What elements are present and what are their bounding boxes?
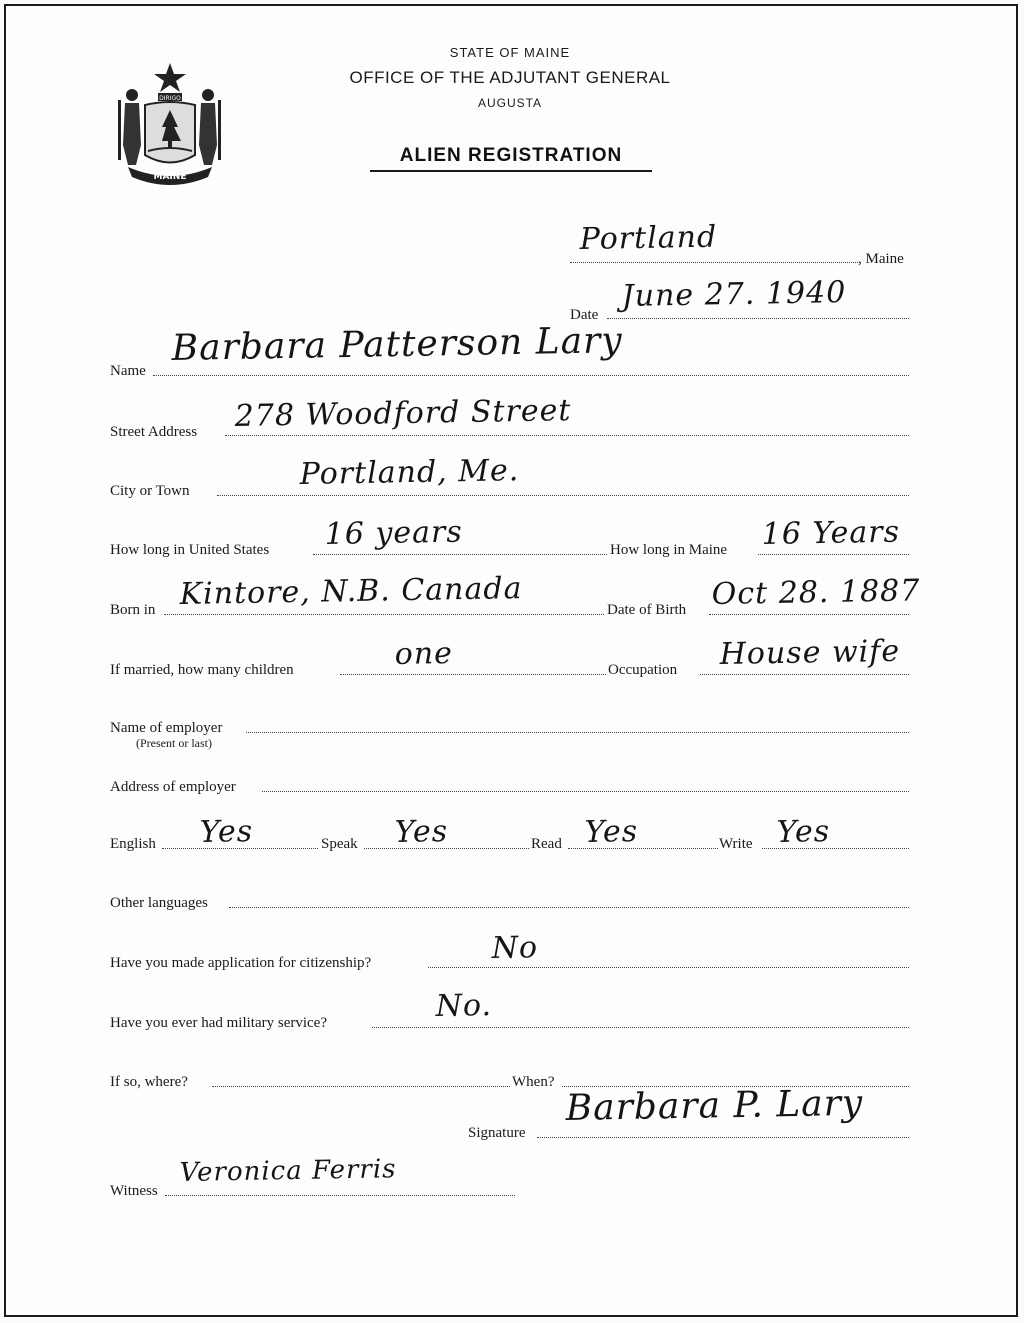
military-line	[372, 1027, 909, 1028]
how-long-maine-value: 16 Years	[761, 514, 901, 552]
signature-line	[537, 1137, 909, 1138]
maine-state-seal	[110, 55, 230, 190]
dob-label: Date of Birth	[607, 602, 687, 618]
children-label: If married, how many children	[110, 662, 294, 678]
date-line	[607, 318, 909, 319]
children-line	[340, 674, 606, 675]
born-in-line	[164, 614, 604, 615]
header-office: OFFICE OF THE ADJUTANT GENERAL	[349, 68, 671, 87]
citizenship-value: No	[491, 930, 539, 966]
employer-name-label: Name of employer	[110, 720, 223, 736]
citizenship-label: Have you made application for citizenship?	[110, 955, 372, 971]
english-value: Yes	[199, 814, 254, 850]
born-in-value: Kintore, N.B. Canada	[179, 571, 523, 612]
name-value: Barbara Patterson Lary	[171, 320, 623, 369]
write-label: Write	[719, 836, 753, 852]
military-label: Have you ever had military service?	[110, 1015, 327, 1031]
city-value: Portland, Me.	[299, 453, 520, 492]
witness-line	[165, 1195, 515, 1196]
place-value: Portland	[579, 219, 718, 257]
street-label: Street Address	[110, 424, 198, 440]
children-value: one	[394, 635, 454, 672]
employer-name-line	[246, 732, 909, 733]
other-languages-label: Other languages	[110, 895, 208, 911]
occupation-value: House wife	[719, 633, 901, 672]
signature-value: Barbara P. Lary	[565, 1082, 864, 1129]
born-in-label: Born in	[110, 602, 156, 618]
read-value: Yes	[584, 814, 639, 850]
dob-value: Oct 28. 1887	[711, 573, 921, 612]
occupation-line	[700, 674, 909, 675]
name-label: Name	[110, 363, 146, 379]
how-long-us-line	[313, 554, 607, 555]
employer-address-line	[262, 791, 909, 792]
employer-name-sublabel: (Present or last)	[136, 736, 212, 750]
witness-label: Witness	[110, 1183, 158, 1199]
witness-value: Veronica Ferris	[179, 1154, 397, 1188]
where-line	[212, 1086, 510, 1087]
svg-text:MAINE: MAINE	[153, 172, 187, 182]
how-long-us-label: How long in United States	[110, 542, 270, 558]
when-label: When?	[512, 1074, 555, 1090]
occupation-label: Occupation	[608, 662, 678, 678]
signature-label: Signature	[468, 1125, 526, 1141]
svg-text:DIRIGO: DIRIGO	[159, 95, 181, 102]
street-value: 278 Woodford Street	[234, 393, 572, 434]
header-city: AUGUSTA	[477, 96, 543, 110]
city-label: City or Town	[110, 483, 190, 499]
how-long-us-value: 16 years	[324, 514, 464, 552]
where-label: If so, where?	[110, 1074, 188, 1090]
street-line	[225, 435, 909, 436]
speak-label: Speak	[321, 836, 358, 852]
how-long-maine-label: How long in Maine	[610, 542, 728, 558]
write-value: Yes	[776, 814, 831, 850]
other-languages-line	[229, 907, 909, 908]
form-title: ALIEN REGISTRATION	[370, 145, 652, 172]
dob-line	[709, 614, 909, 615]
how-long-maine-line	[758, 554, 909, 555]
date-label: Date	[570, 307, 599, 323]
employer-address-label: Address of employer	[110, 779, 236, 795]
name-line	[153, 375, 909, 376]
city-line	[217, 495, 909, 496]
citizenship-line	[428, 967, 909, 968]
read-label: Read	[531, 836, 562, 852]
place-line	[570, 262, 860, 263]
date-value: June 27. 1940	[621, 275, 847, 314]
header-state: STATE OF MAINE	[449, 45, 571, 60]
place-suffix: , Maine	[858, 251, 904, 267]
military-value: No.	[435, 988, 493, 1024]
speak-value: Yes	[394, 814, 449, 850]
english-label: English	[110, 836, 156, 852]
